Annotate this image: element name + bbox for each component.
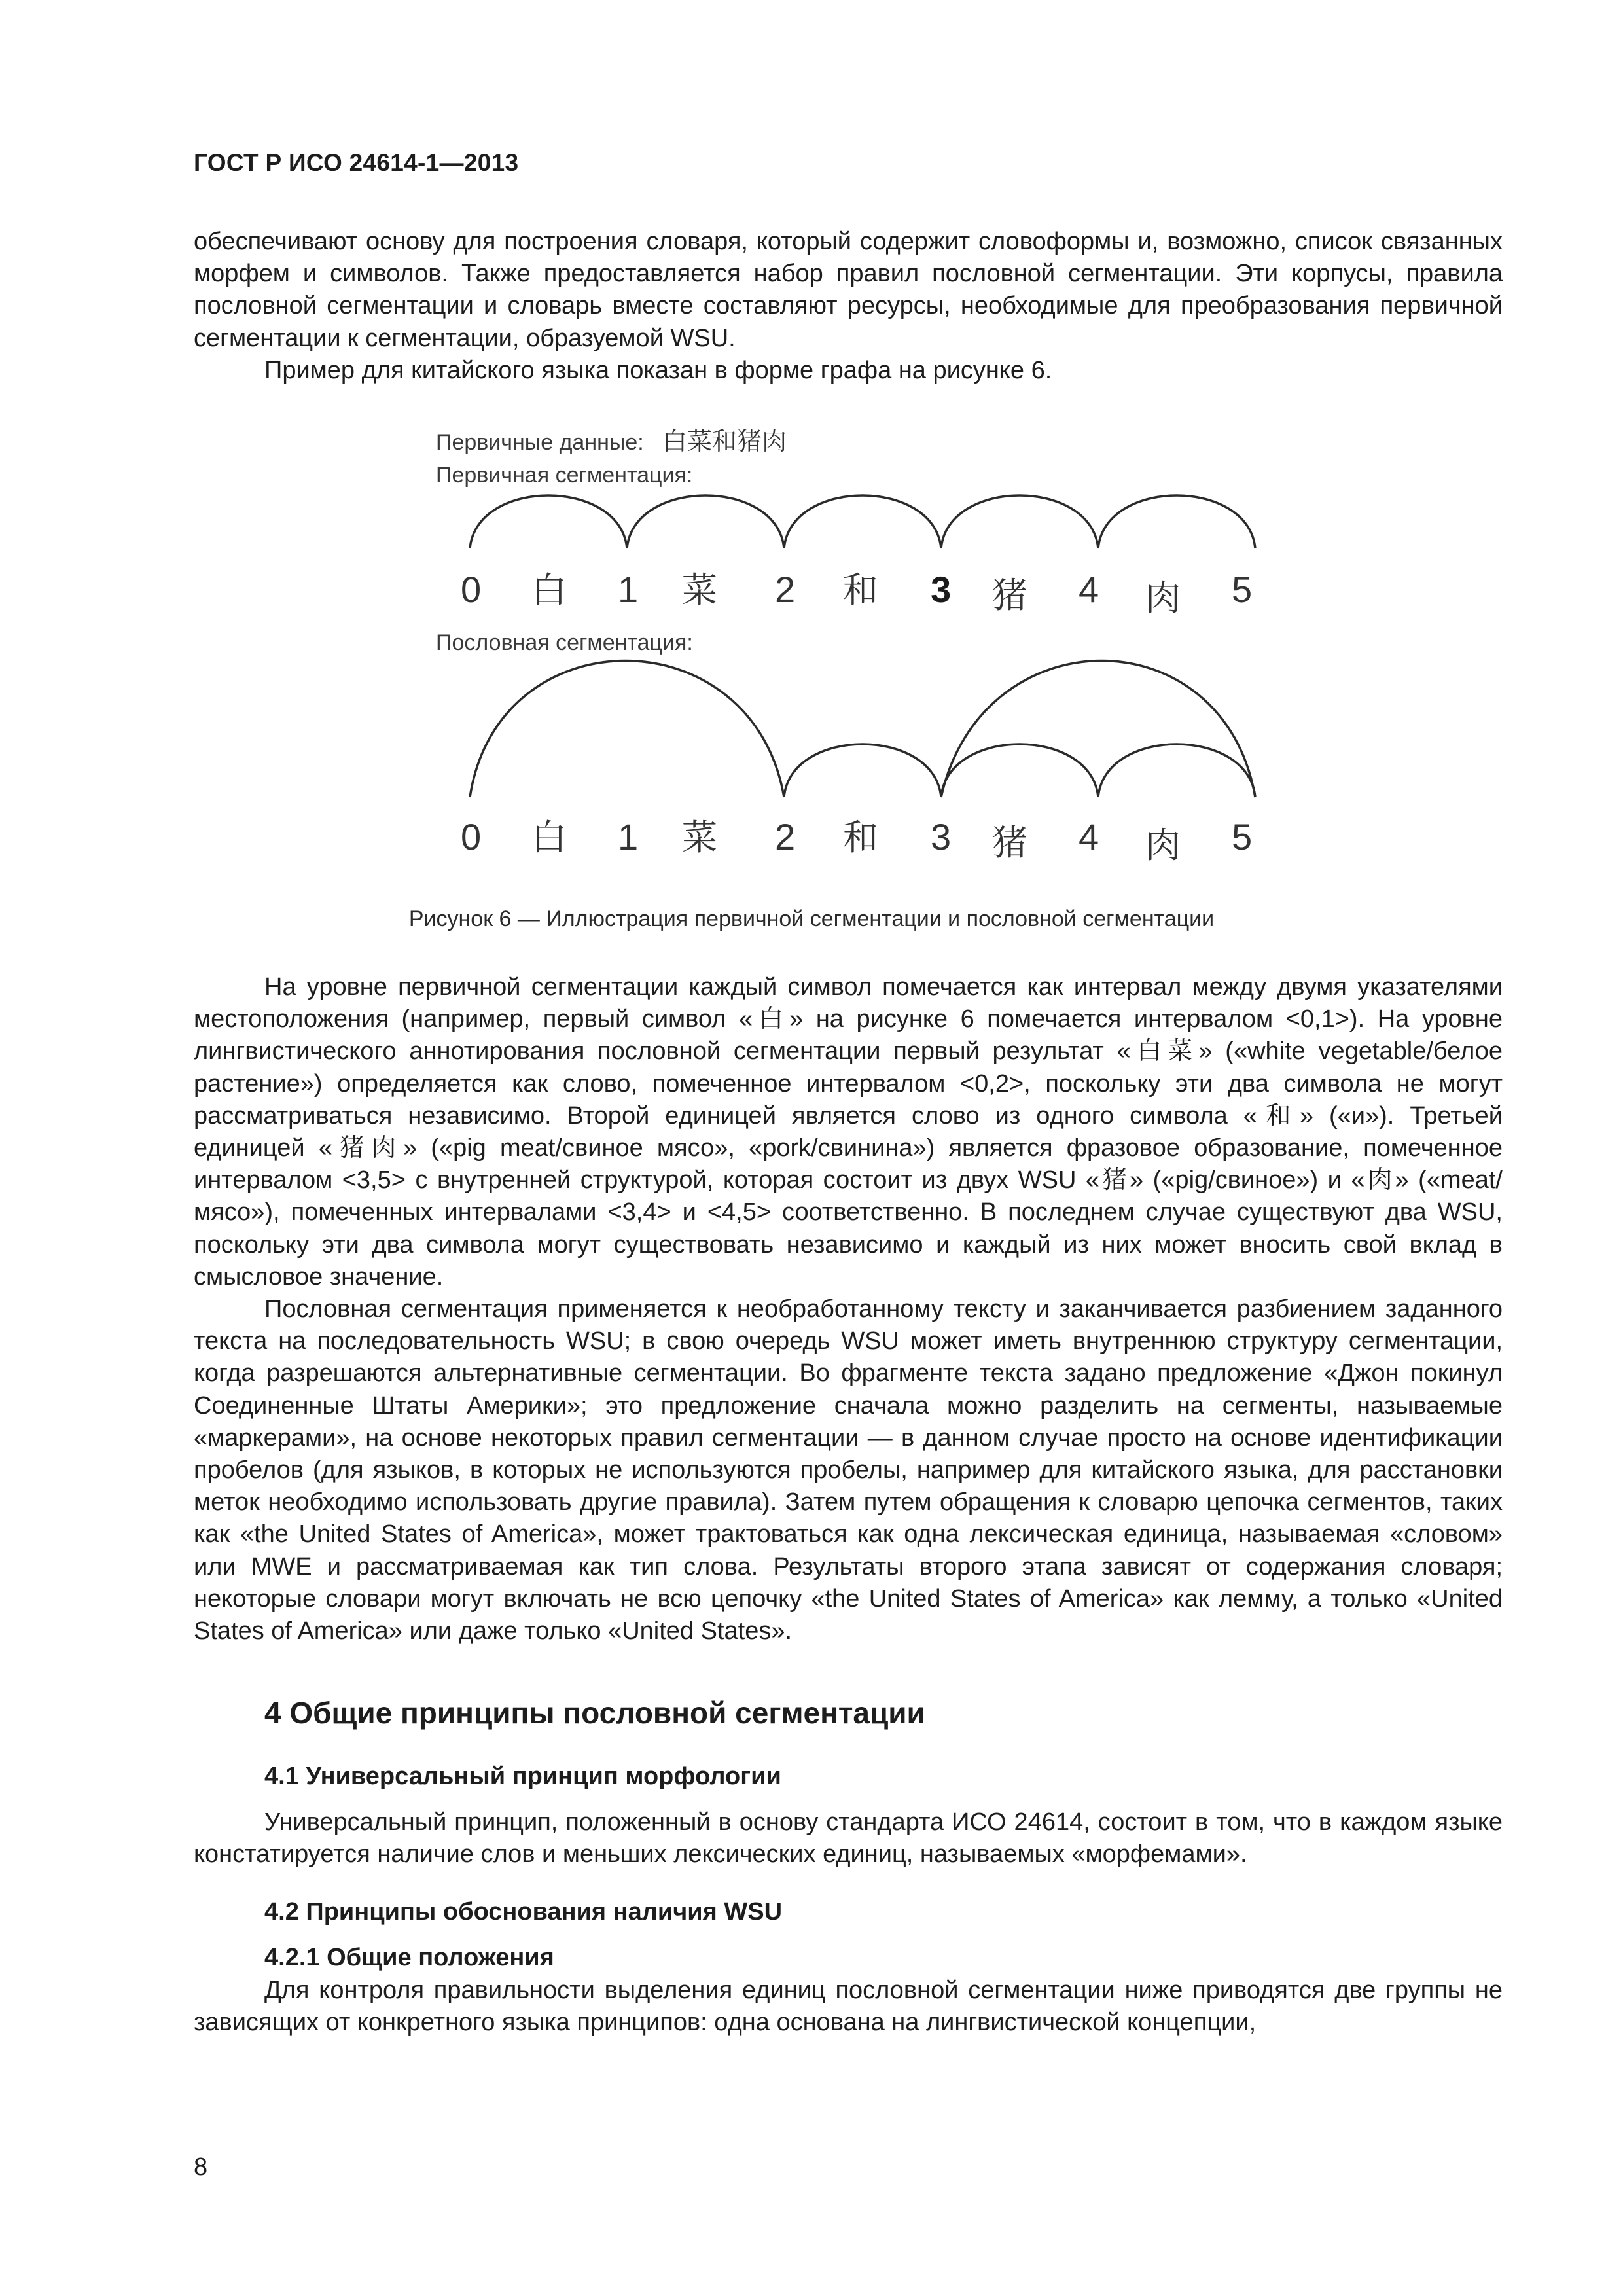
primary-arc-0-1 (470, 495, 627, 548)
word-pos-1: 1 (618, 816, 639, 857)
word-arc-3-5 (941, 661, 1255, 798)
section-4-2-1-title: 4.2.1 Общие положения (264, 1944, 554, 1971)
primary-segmentation-label: Первичная сегментация: (436, 463, 693, 488)
primary-char-4: 肉 (1145, 577, 1181, 619)
segmentation-figure (0, 0, 1623, 982)
primary-pos-0: 0 (461, 569, 482, 610)
intro-paragraph-1: обеспечивают основу для построения словаря, который содержит словоформы и, возможно, список связанных морфем и символов. Также предоставляется набор правил пословной сегментации. Эти корпусы, правила пословной сегментации и словарь вместе составляют ресурсы, необходимые для преобразования первичной сегментации к сегментации, образуемой WSU. (194, 228, 1503, 352)
word-arc-2-3 (784, 744, 941, 797)
intro-paragraph-2: Пример для китайского языка показан в форме графа на рисунке 6. (264, 357, 1052, 384)
word-pos-0: 0 (461, 816, 482, 857)
primary-arc-1-2 (627, 495, 784, 548)
word-pos-3: 3 (931, 816, 952, 857)
primary-pos-3: 3 (931, 569, 952, 610)
word-pos-5: 5 (1232, 816, 1253, 857)
word-char-0: 白 (531, 817, 567, 858)
primary-arc-3-4 (941, 495, 1098, 548)
word-pos-4: 4 (1079, 816, 1099, 857)
primary-data-label: Первичные данные: (436, 430, 644, 455)
primary-pos-4: 4 (1079, 569, 1099, 610)
word-arc-4-5 (1098, 744, 1255, 797)
primary-arc-2-3 (784, 495, 941, 548)
section-4-1-text: Универсальный принцип, положенный в основу стандарта ИСО 24614, состоит в том, что в каждом языке констатируется наличие слов и меньших лексических единиц, называемых «морфемами». (194, 1808, 1503, 1869)
primary-data-value: 白菜和猪肉 (662, 427, 787, 456)
figure-caption: Рисунок 6 — Иллюстрация первичной сегментации и пословной сегментации (408, 906, 1215, 931)
body-paragraph-1: На уровне первичной сегментации каждый символ помечается как интервал между двумя указателями местоположения (например, первый символ «白» на рисунке 6 помечается интервалом <0,1>). На уровне лингвистического аннотирования пословной сегментации первый результат «白菜» («white vegetable/белое растение») определяется как слово, помеченное интервалом <0,2>, поскольку эти два символа не могут рассматриваться независимо. Второй единицей является слово из одного символа «和» («и»). Третьей единицей «猪肉» («pig meat/свиное мясо», «pork/свинина») является фразовое образование, помеченное интервалом <3,5> с внутренней структурой, которая состоит из двух WSU «猪» («pig/свиное») и «肉» («meat/мясо»), помеченных интервалами <3,4> и <4,5> соответственно. В последнем случае существуют два WSU, поскольку эти два символа могут существовать независимо и каждый из них может вносить свой вклад в смысловое значение. (194, 973, 1503, 1291)
primary-pos-5: 5 (1232, 569, 1253, 610)
word-pos-2: 2 (775, 816, 796, 857)
document-header: ГОСТ Р ИСО 24614-1—2013 (194, 149, 519, 176)
primary-arc-4-5 (1098, 495, 1255, 548)
primary-pos-1: 1 (618, 569, 639, 610)
page-number: 8 (194, 2153, 208, 2181)
body-paragraph-2: Пословная сегментация применяется к необработанному тексту и заканчивается разбиением заданного текста на последовательность WSU; в свою очередь WSU может иметь внутреннюю структуру сегментации, когда разрешаются альтернативные сегментации. Во фрагменте текста задано предложение «Джон покинул Соединенные Штаты Америки»; это предложение сначала можно разделить на сегменты, называемые «маркерами», на основе некоторых правил сегментации — в данном случае просто на основе идентификации пробелов (для языков, в которых не используются пробелы, например для китайского языка, для расстановки меток необходимо использовать другие правила). Затем путем обращения к словарю цепочка сегментов, таких как «the United States of America», может трактоваться как одна лексическая единица, называемая «словом» или MWE и рассматриваемая как тип слова. Результаты второго этапа зависят от содержания словаря; некоторые словари могут включать не всю цепочку «the United States of America» как лемму, а только «United States of America» или даже только «United States». (194, 1295, 1503, 1645)
word-char-3: 猪 (992, 822, 1027, 863)
word-arc-0-2 (470, 661, 784, 798)
section-4-2-1-text: Для контроля правильности выделения единиц пословной сегментации ниже приводятся две группы не зависящих от конкретного языка принципов: одна основана на лингвистической концепции, (194, 1977, 1503, 2037)
word-arc-3-4 (941, 744, 1098, 797)
primary-char-3: 猪 (992, 575, 1027, 616)
primary-char-2: 和 (843, 569, 878, 611)
section-4-1-title: 4.1 Универсальный принцип морфологии (264, 1763, 781, 1790)
section-4-2-title: 4.2 Принципы обоснования наличия WSU (264, 1898, 783, 1926)
word-char-2: 和 (843, 817, 878, 858)
primary-char-1: 菜 (682, 569, 717, 611)
word-segmentation-label: Пословная сегментация: (436, 630, 693, 655)
section-4-title: 4 Общие принципы пословной сегментации (264, 1696, 925, 1730)
primary-pos-2: 2 (775, 569, 796, 610)
word-char-1: 菜 (682, 817, 717, 858)
word-char-4: 肉 (1145, 825, 1181, 866)
primary-char-0: 白 (531, 569, 567, 611)
